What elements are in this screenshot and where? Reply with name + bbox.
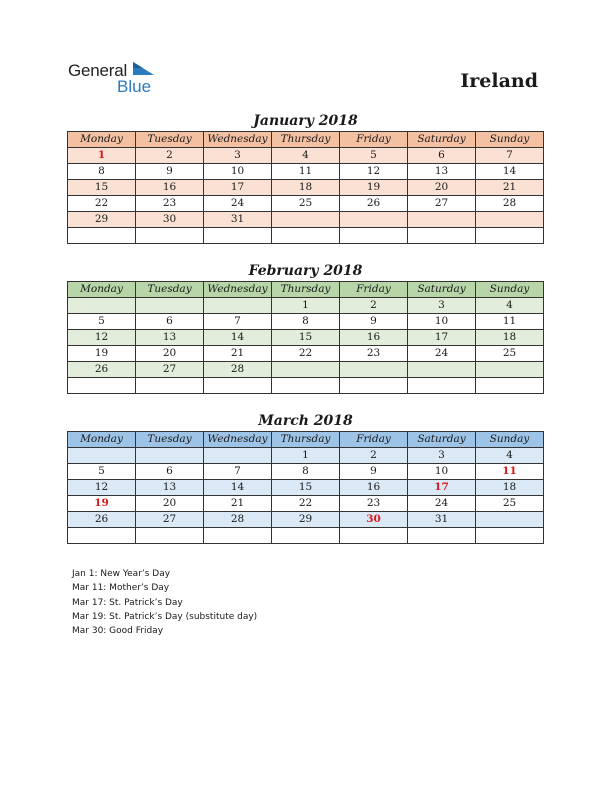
day-cell: 8: [272, 464, 340, 480]
weekday-header: Monday: [68, 132, 136, 148]
day-cell: [340, 228, 408, 244]
day-cell: [136, 528, 204, 544]
day-cell: [204, 528, 272, 544]
day-cell: [408, 362, 476, 378]
day-cell: [272, 362, 340, 378]
day-cell: 13: [136, 330, 204, 346]
day-cell: 21: [204, 346, 272, 362]
day-cell: 31: [204, 212, 272, 228]
day-cell: 23: [340, 346, 408, 362]
day-cell: 15: [272, 330, 340, 346]
day-cell: [408, 378, 476, 394]
weekday-header: Thursday: [272, 282, 340, 298]
day-cell: 12: [340, 164, 408, 180]
day-cell: 11: [272, 164, 340, 180]
day-cell: 30: [136, 212, 204, 228]
day-cell: [68, 298, 136, 314]
calendar-grid: [67, 281, 544, 394]
week-row: [68, 362, 544, 378]
day-cell: [476, 228, 544, 244]
day-cell: 27: [136, 512, 204, 528]
weekday-header: Thursday: [272, 432, 340, 448]
weekday-header-row: [68, 132, 544, 148]
day-cell: [408, 228, 476, 244]
day-cell: 25: [272, 196, 340, 212]
day-cell: 13: [408, 164, 476, 180]
day-cell: 1: [272, 448, 340, 464]
logo-triangle-icon: [133, 62, 155, 76]
holiday-day-cell: 17: [408, 480, 476, 496]
day-cell: [204, 228, 272, 244]
day-cell: [476, 378, 544, 394]
day-cell: [68, 378, 136, 394]
holiday-note: Jan 1: New Year’s Day: [72, 569, 171, 579]
week-row: [68, 164, 544, 180]
day-cell: 10: [204, 164, 272, 180]
day-cell: 24: [408, 496, 476, 512]
day-cell: 3: [408, 448, 476, 464]
weekday-header: Sunday: [476, 432, 544, 448]
weekday-header: Monday: [68, 432, 136, 448]
month-january: [67, 111, 544, 244]
day-cell: 17: [204, 180, 272, 196]
weekday-header: Monday: [68, 282, 136, 298]
day-cell: [476, 212, 544, 228]
day-cell: 29: [272, 512, 340, 528]
week-row: [68, 196, 544, 212]
day-cell: 5: [68, 314, 136, 330]
day-cell: 16: [340, 480, 408, 496]
holiday-day-cell: 11: [476, 464, 544, 480]
day-cell: 6: [136, 464, 204, 480]
day-cell: [136, 378, 204, 394]
week-row: [68, 480, 544, 496]
day-cell: 27: [136, 362, 204, 378]
week-row: [68, 346, 544, 362]
week-row: [68, 496, 544, 512]
week-row: [68, 298, 544, 314]
day-cell: 26: [68, 362, 136, 378]
day-cell: 13: [136, 480, 204, 496]
weekday-header: Saturday: [408, 132, 476, 148]
weekday-header: Wednesday: [204, 282, 272, 298]
month-march: [67, 411, 544, 544]
day-cell: 8: [68, 164, 136, 180]
day-cell: 7: [476, 148, 544, 164]
day-cell: 28: [204, 512, 272, 528]
day-cell: 18: [272, 180, 340, 196]
calendar-grid: [67, 431, 544, 544]
day-cell: 12: [68, 480, 136, 496]
day-cell: 9: [340, 314, 408, 330]
week-row: [68, 212, 544, 228]
day-cell: 3: [408, 298, 476, 314]
weekday-header: Thursday: [272, 132, 340, 148]
day-cell: 14: [204, 330, 272, 346]
day-cell: 19: [340, 180, 408, 196]
day-cell: [408, 528, 476, 544]
weekday-header: Tuesday: [136, 432, 204, 448]
day-cell: [476, 512, 544, 528]
day-cell: [68, 528, 136, 544]
month-title: February 2018: [248, 263, 363, 279]
holiday-notes: [72, 567, 257, 638]
day-cell: 19: [68, 346, 136, 362]
holiday-day-cell: 30: [340, 512, 408, 528]
day-cell: 26: [340, 196, 408, 212]
weekday-header: Friday: [340, 132, 408, 148]
day-cell: [272, 378, 340, 394]
day-cell: 27: [408, 196, 476, 212]
week-row: [68, 512, 544, 528]
week-row: [68, 180, 544, 196]
holiday-note: Mar 19: St. Patrick’s Day (substitute day): [72, 611, 258, 622]
weekday-header: Tuesday: [136, 132, 204, 148]
week-row: [68, 464, 544, 480]
day-cell: 5: [68, 464, 136, 480]
weekday-header-row: [68, 432, 544, 448]
day-cell: [340, 378, 408, 394]
day-cell: 4: [476, 448, 544, 464]
day-cell: 2: [136, 148, 204, 164]
day-cell: 7: [204, 464, 272, 480]
weekday-header: Saturday: [408, 282, 476, 298]
day-cell: 5: [340, 148, 408, 164]
day-cell: 29: [68, 212, 136, 228]
week-row: [68, 228, 544, 244]
day-cell: 1: [272, 298, 340, 314]
day-cell: [204, 378, 272, 394]
weeks-body: [68, 448, 544, 544]
day-cell: 21: [476, 180, 544, 196]
weekday-header: Sunday: [476, 132, 544, 148]
day-cell: [136, 448, 204, 464]
day-cell: [272, 212, 340, 228]
holiday-note: Mar 17: St. Patrick’s Day: [72, 597, 183, 608]
week-row: [68, 330, 544, 346]
day-cell: [272, 528, 340, 544]
day-cell: 6: [136, 314, 204, 330]
weeks-body: [68, 298, 544, 394]
weekday-header: Sunday: [476, 282, 544, 298]
day-cell: 23: [340, 496, 408, 512]
day-cell: 21: [204, 496, 272, 512]
day-cell: 15: [272, 480, 340, 496]
day-cell: [340, 212, 408, 228]
day-cell: [272, 228, 340, 244]
week-row: [68, 314, 544, 330]
holiday-day-cell: 19: [68, 496, 136, 512]
calendar-grid: [67, 131, 544, 244]
day-cell: 20: [136, 496, 204, 512]
day-cell: 14: [204, 480, 272, 496]
day-cell: 25: [476, 346, 544, 362]
brand-logo: [68, 60, 168, 100]
day-cell: 28: [204, 362, 272, 378]
day-cell: 20: [136, 346, 204, 362]
day-cell: 16: [340, 330, 408, 346]
day-cell: [408, 212, 476, 228]
month-title: March 2018: [258, 413, 353, 429]
day-cell: [340, 362, 408, 378]
holiday-note: Mar 11: Mother’s Day: [72, 583, 170, 594]
day-cell: [340, 528, 408, 544]
day-cell: 3: [204, 148, 272, 164]
weekday-header-row: [68, 282, 544, 298]
day-cell: 22: [272, 496, 340, 512]
day-cell: 22: [68, 196, 136, 212]
day-cell: 6: [408, 148, 476, 164]
day-cell: 18: [476, 330, 544, 346]
day-cell: 11: [476, 314, 544, 330]
day-cell: [204, 298, 272, 314]
day-cell: 22: [272, 346, 340, 362]
logo-text-blue: Blue: [117, 77, 152, 96]
day-cell: 31: [408, 512, 476, 528]
week-row: [68, 448, 544, 464]
day-cell: 9: [340, 464, 408, 480]
day-cell: 24: [408, 346, 476, 362]
day-cell: 12: [68, 330, 136, 346]
weekday-header: Tuesday: [136, 282, 204, 298]
weekday-header: Wednesday: [204, 132, 272, 148]
day-cell: 17: [408, 330, 476, 346]
day-cell: 7: [204, 314, 272, 330]
day-cell: 15: [68, 180, 136, 196]
day-cell: 20: [408, 180, 476, 196]
day-cell: 28: [476, 196, 544, 212]
day-cell: 24: [204, 196, 272, 212]
day-cell: 9: [136, 164, 204, 180]
week-row: [68, 148, 544, 164]
month-february: [67, 261, 544, 394]
day-cell: 10: [408, 464, 476, 480]
day-cell: 4: [272, 148, 340, 164]
day-cell: [136, 228, 204, 244]
day-cell: [476, 362, 544, 378]
weekday-header: Wednesday: [204, 432, 272, 448]
day-cell: 23: [136, 196, 204, 212]
weekday-header: Friday: [340, 282, 408, 298]
day-cell: 16: [136, 180, 204, 196]
day-cell: [68, 228, 136, 244]
country-title: Ireland: [460, 70, 538, 92]
month-title: January 2018: [253, 113, 358, 129]
day-cell: 14: [476, 164, 544, 180]
weeks-body: [68, 148, 544, 244]
day-cell: [204, 448, 272, 464]
day-cell: [136, 298, 204, 314]
day-cell: 8: [272, 314, 340, 330]
day-cell: 25: [476, 496, 544, 512]
holiday-note: Mar 30: Good Friday: [72, 626, 164, 637]
holiday-day-cell: 1: [68, 148, 136, 164]
weekday-header: Friday: [340, 432, 408, 448]
day-cell: [68, 448, 136, 464]
day-cell: 10: [408, 314, 476, 330]
day-cell: 4: [476, 298, 544, 314]
day-cell: 2: [340, 298, 408, 314]
week-row: [68, 528, 544, 544]
day-cell: [476, 528, 544, 544]
week-row: [68, 378, 544, 394]
logo-text-general: General: [68, 61, 128, 80]
day-cell: 18: [476, 480, 544, 496]
day-cell: 2: [340, 448, 408, 464]
day-cell: 26: [68, 512, 136, 528]
weekday-header: Saturday: [408, 432, 476, 448]
